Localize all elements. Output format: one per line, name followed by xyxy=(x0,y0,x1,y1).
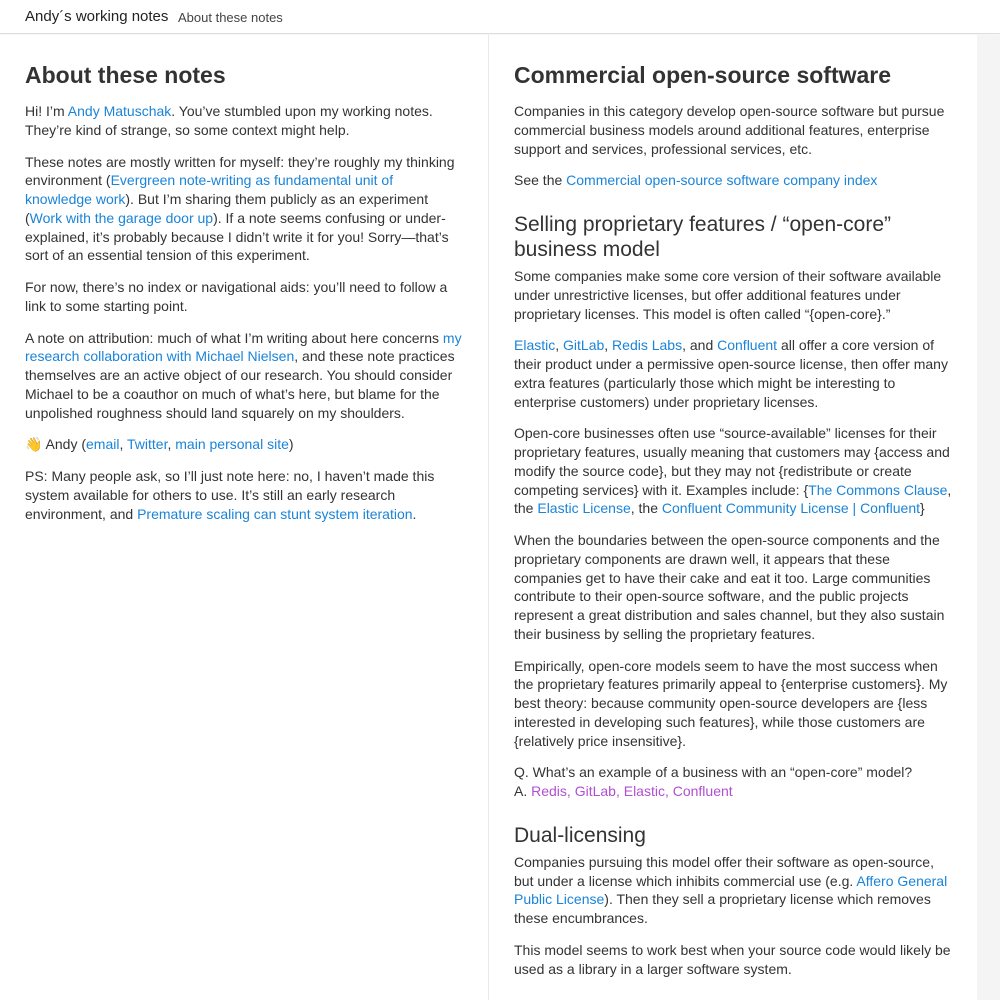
link-andy-matuschak[interactable]: Andy Matuschak xyxy=(67,103,172,119)
link-confluent[interactable]: Confluent xyxy=(717,337,778,354)
text: ). Then they sell a proprietary license which removes these encumbrances. xyxy=(514,891,931,926)
text: . You’ve stumbled upon my working notes. They’re kind of strange, so some context might help. xyxy=(25,103,433,138)
paragraph xyxy=(25,153,463,266)
paragraph xyxy=(514,531,952,644)
text: For now, there’s no index or navigational aids: you’ll need to follow a link to some starting point. xyxy=(25,279,448,314)
text: , xyxy=(119,436,128,453)
section-heading-open-core: Selling proprietary features / “open-core” business model xyxy=(514,213,892,261)
link-email[interactable]: email xyxy=(86,436,120,453)
text: all offer a core version of their product under a permissive open-source license, then offer many extra features (particularly those which might be interesting to enterprise customers) under proprietary licenses. xyxy=(514,337,948,410)
text: , xyxy=(604,337,613,354)
note-title: About these notes xyxy=(25,62,226,88)
paragraph xyxy=(514,941,952,979)
link-evergreen-note-writing[interactable]: Evergreen note-writing as fundamental unit of knowledge work xyxy=(25,172,394,207)
nav-link-about[interactable]: About these notes xyxy=(178,10,283,25)
text: Companies in this category develop open-source software but pursue commercial business models around additional features, enterprise support and services, professional services, etc. xyxy=(514,103,945,157)
text: , and xyxy=(682,337,718,354)
paragraph xyxy=(514,424,952,518)
text: Empirically, open-core models seem to have the most success when the proprietary features primarily appeal to {enterprise customers}. My best theory: because community open-source developers are {less interested in developing such features}, while those customers are {relatively price insensitive}. xyxy=(514,657,948,749)
text: Hi! I’m xyxy=(25,103,68,119)
link-confluent-community-license[interactable]: Confluent Community License | Confluent xyxy=(661,500,920,517)
link-garage-door-up[interactable]: Work with the garage door up xyxy=(29,209,214,226)
paragraph xyxy=(25,102,463,140)
link-affero-gpl[interactable]: Affero General Public License xyxy=(514,872,948,908)
text: A note on attribution: much of what I’m writing about here concerns xyxy=(25,329,443,346)
text: Open-core businesses often use “source-available” licenses for their proprietary features, usually meaning that customers may {access and modify the source code}, but they may not {redistribute or create competing services} with it. Examples include: { xyxy=(514,425,950,498)
paragraph xyxy=(514,102,952,158)
paragraph xyxy=(514,171,952,190)
text: When the boundaries between the open-source components and the proprietary components are drawn well, it appears that these companies get to have their cake and eat it too. Large communities contribute to their open-source software, and the public projects represent a great distribution and sales channel, but they also sustain their business by selling the proprietary features. xyxy=(514,532,945,642)
paragraph xyxy=(514,853,952,928)
text: Companies pursuing this model offer their software as open-source, but under a license which inhibits commercial use (e.g. xyxy=(514,853,934,889)
text: , the xyxy=(630,500,662,517)
note-panel-about xyxy=(0,35,489,1000)
text: , and these note practices themselves are an active object of our research. You should consider Michael to be a coauthor on much of what’s here, but blame for the unpolished roughness should land squarely on my shoulders. xyxy=(25,348,455,421)
link-personal-site[interactable]: main personal site xyxy=(175,436,289,453)
text: PS: Many people ask, so I’ll just note here: no, I haven’t made this system available for others to use. It’s still an early research environment, and xyxy=(25,468,435,522)
answer-reveal[interactable]: Redis, GitLab, Elastic, Confluent xyxy=(531,783,733,799)
paragraph xyxy=(25,435,463,454)
link-gitlab[interactable]: GitLab xyxy=(563,337,605,354)
link-elastic[interactable]: Elastic xyxy=(514,337,556,354)
text: 👋 Andy ( xyxy=(25,436,87,453)
link-premature-scaling[interactable]: Premature scaling can stunt system iteration xyxy=(137,505,413,522)
text: This model seems to work best when your source code would likely be used as a library in a larger software system. xyxy=(514,941,951,977)
link-cos-company-index[interactable]: Commercial open-source software company index xyxy=(566,172,878,189)
text: , xyxy=(167,436,176,453)
link-elastic-license[interactable]: Elastic License xyxy=(537,500,631,517)
text: ). If a note seems confusing or under-explained, it’s probably because I didn’t write it for you! Sorry—that’s sort of an essential tension of this experiment. xyxy=(25,209,449,264)
text: See the xyxy=(514,172,567,189)
site-title-link[interactable]: Andy´s working notes xyxy=(25,8,169,25)
link-redis-labs[interactable]: Redis Labs xyxy=(612,337,683,354)
text: ) xyxy=(288,436,294,453)
text: , the xyxy=(514,481,952,517)
paragraph xyxy=(25,329,463,423)
note-panel-cosS xyxy=(489,35,977,1000)
text: Some companies make some core version of their software available under unrestrictive licenses, but offer additional features under proprietary licenses. This model is often called “{open-core}.” xyxy=(514,268,942,322)
link-research-collaboration[interactable]: my research collaboration with Michael Nielsen xyxy=(25,329,462,365)
paragraph xyxy=(514,336,952,411)
note-title: Commercial open-source software xyxy=(514,62,892,88)
link-twitter[interactable]: Twitter xyxy=(127,436,168,453)
link-commons-clause[interactable]: The Commons Clause xyxy=(808,481,948,498)
question-text: Q. What’s an example of a business with an “open-core” model? xyxy=(514,764,913,781)
top-bar xyxy=(0,0,1000,34)
text: , xyxy=(555,337,564,354)
text: ). But I’m sharing them publicly as an experiment ( xyxy=(25,191,429,226)
flashcard-prompt xyxy=(514,763,952,801)
answer-prefix: A. xyxy=(514,783,532,799)
section-heading-dual-licensing: Dual-licensing xyxy=(514,823,646,847)
paragraph xyxy=(514,267,952,323)
paragraph xyxy=(25,467,463,523)
text: } xyxy=(920,500,925,517)
paragraph xyxy=(514,657,952,751)
panel-gutter xyxy=(977,35,1000,1000)
paragraph xyxy=(25,278,463,316)
text: These notes are mostly written for myself: they’re roughly my thinking environment ( xyxy=(25,153,455,189)
text: . xyxy=(412,505,417,522)
